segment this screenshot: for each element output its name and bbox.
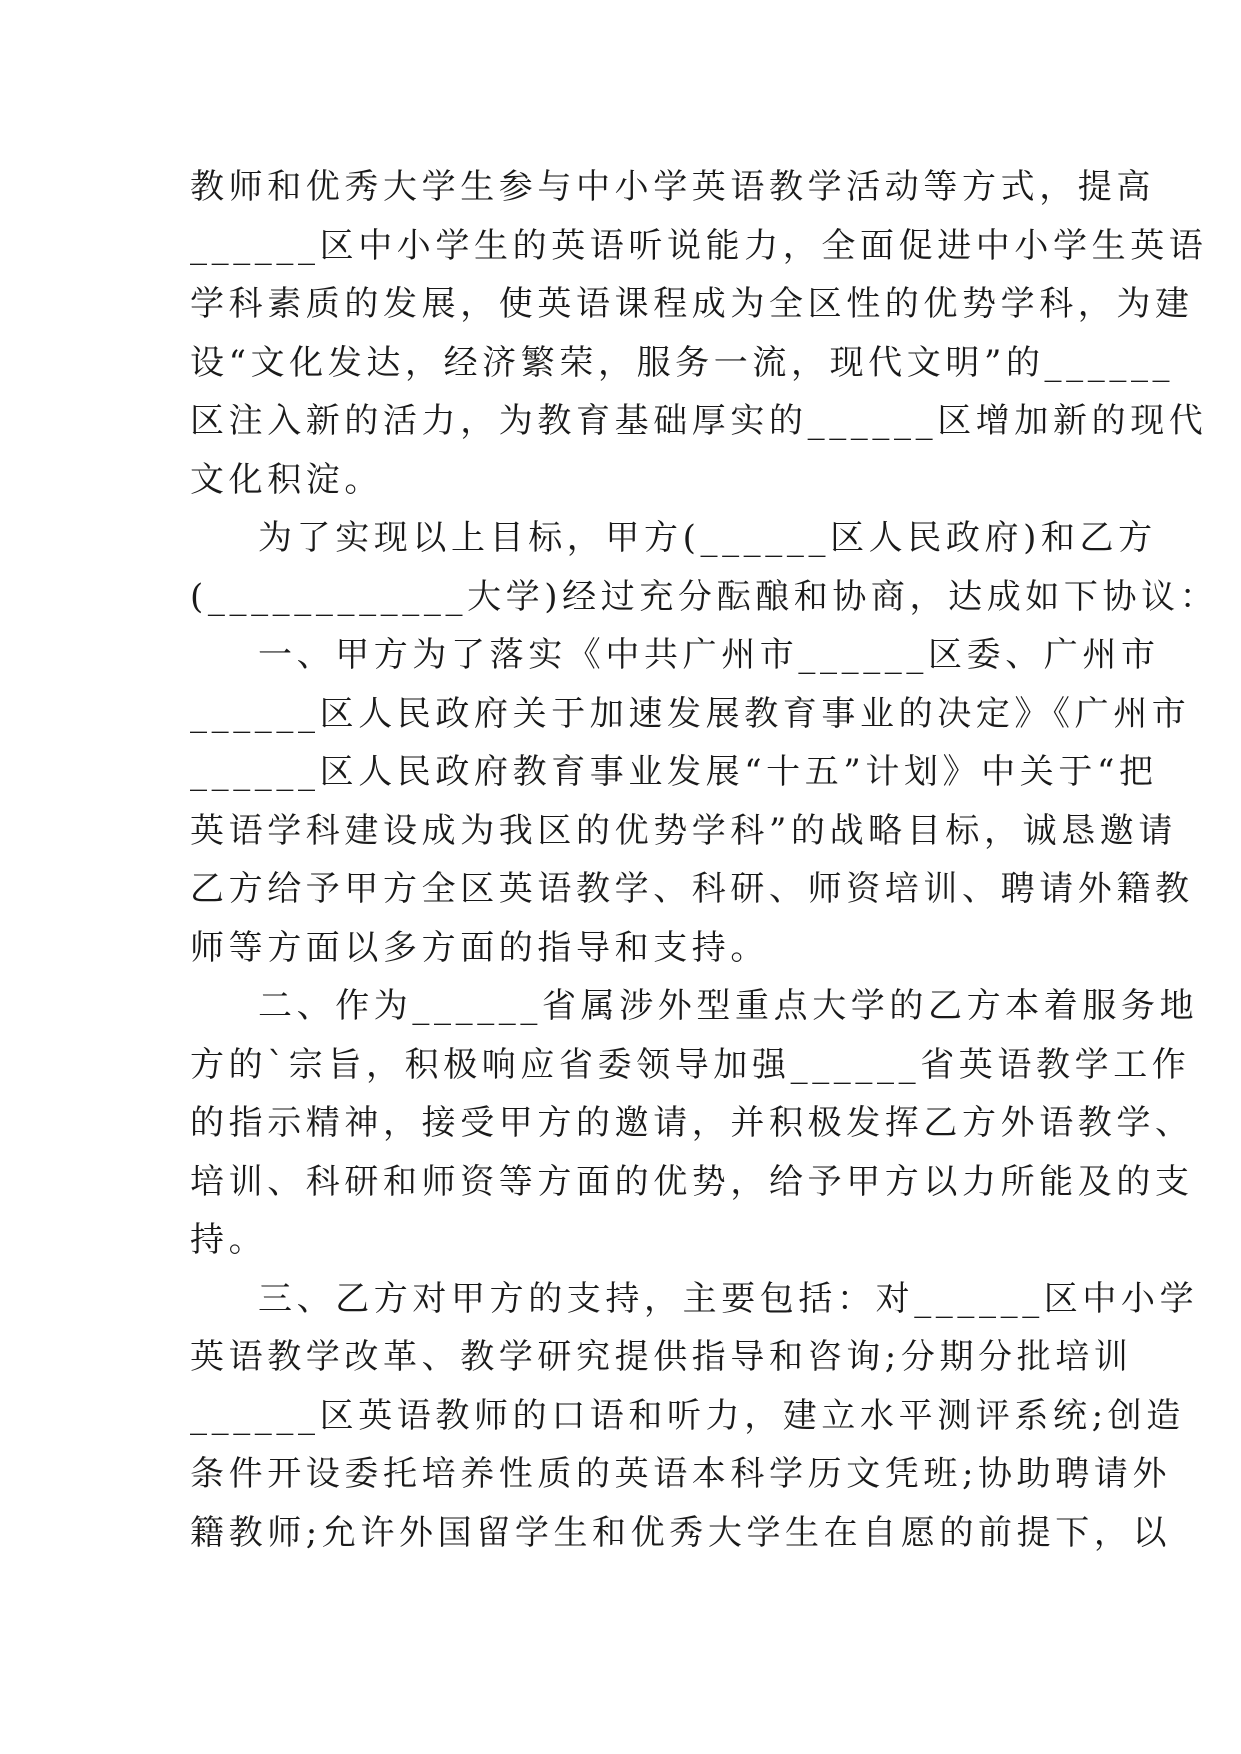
- text-line: ______区人民政府教育事业发展“十五”计划》中关于“把: [190, 752, 1158, 792]
- text-line: ______区英语教师的口语和听力，建立水平测评系统;创造: [190, 1395, 1185, 1436]
- document-body: [190, 158, 1219, 1562]
- text-line: 方的`宗旨，积极响应省委领导加强______省英语教学工作: [190, 1044, 1191, 1085]
- text-line: 培训、科研和师资等方面的优势，给予甲方以力所能及的支: [190, 1161, 1194, 1202]
- paragraph-first-line: 为了实现以上目标，甲方(______区人民政府)和乙方: [258, 518, 1157, 558]
- text-line: (____________大学)经过充分酝酿和协商，达成如下协议：: [190, 576, 1219, 617]
- text-line: 籍教师;允许外国留学生和优秀大学生在自愿的前提下，以: [190, 1512, 1172, 1553]
- paragraph-first-line: 一、甲方为了落实《中共广州市______区委、广州市: [258, 635, 1160, 675]
- text-line: ______区中小学生的英语听说能力，全面促进中小学生英语: [190, 225, 1208, 266]
- text-line: 设“文化发达，经济繁荣，服务一流，现代文明”的______: [190, 342, 1175, 383]
- paragraph-first-line: 三、乙方对甲方的支持，主要包括：对______区中小学: [258, 1278, 1199, 1319]
- text-line: 乙方给予甲方全区英语教学、科研、师资培训、聘请外籍教: [190, 869, 1194, 909]
- text-line: 师等方面以多方面的指导和支持。: [190, 927, 769, 968]
- text-line: ______区人民政府关于加速发展教育事业的决定》《广州市: [190, 693, 1191, 734]
- text-line: 学科素质的发展，使英语课程成为全区性的优势学科，为建: [190, 284, 1194, 324]
- text-line: 英语教学改革、教学研究提供指导和咨询;分期分批培训: [190, 1337, 1133, 1377]
- paragraph-first-line: 二、作为______省属涉外型重点大学的乙方本着服务地: [258, 986, 1199, 1026]
- text-line: 教师和优秀大学生参与中小学英语教学活动等方式，提高: [190, 167, 1155, 207]
- text-line: 英语学科建设成为我区的优势学科”的战略目标，诚恳邀请: [190, 810, 1177, 851]
- text-line: 文化积淀。: [190, 459, 383, 500]
- text-line: 区注入新的活力，为教育基础厚实的______区增加新的现代: [190, 401, 1208, 441]
- text-line: 持。: [190, 1220, 268, 1260]
- text-line: 条件开设委托培养性质的英语本科学历文凭班;协助聘请外: [190, 1454, 1172, 1494]
- text-line: 的指示精神，接受甲方的邀请，并积极发挥乙方外语教学、: [190, 1103, 1194, 1143]
